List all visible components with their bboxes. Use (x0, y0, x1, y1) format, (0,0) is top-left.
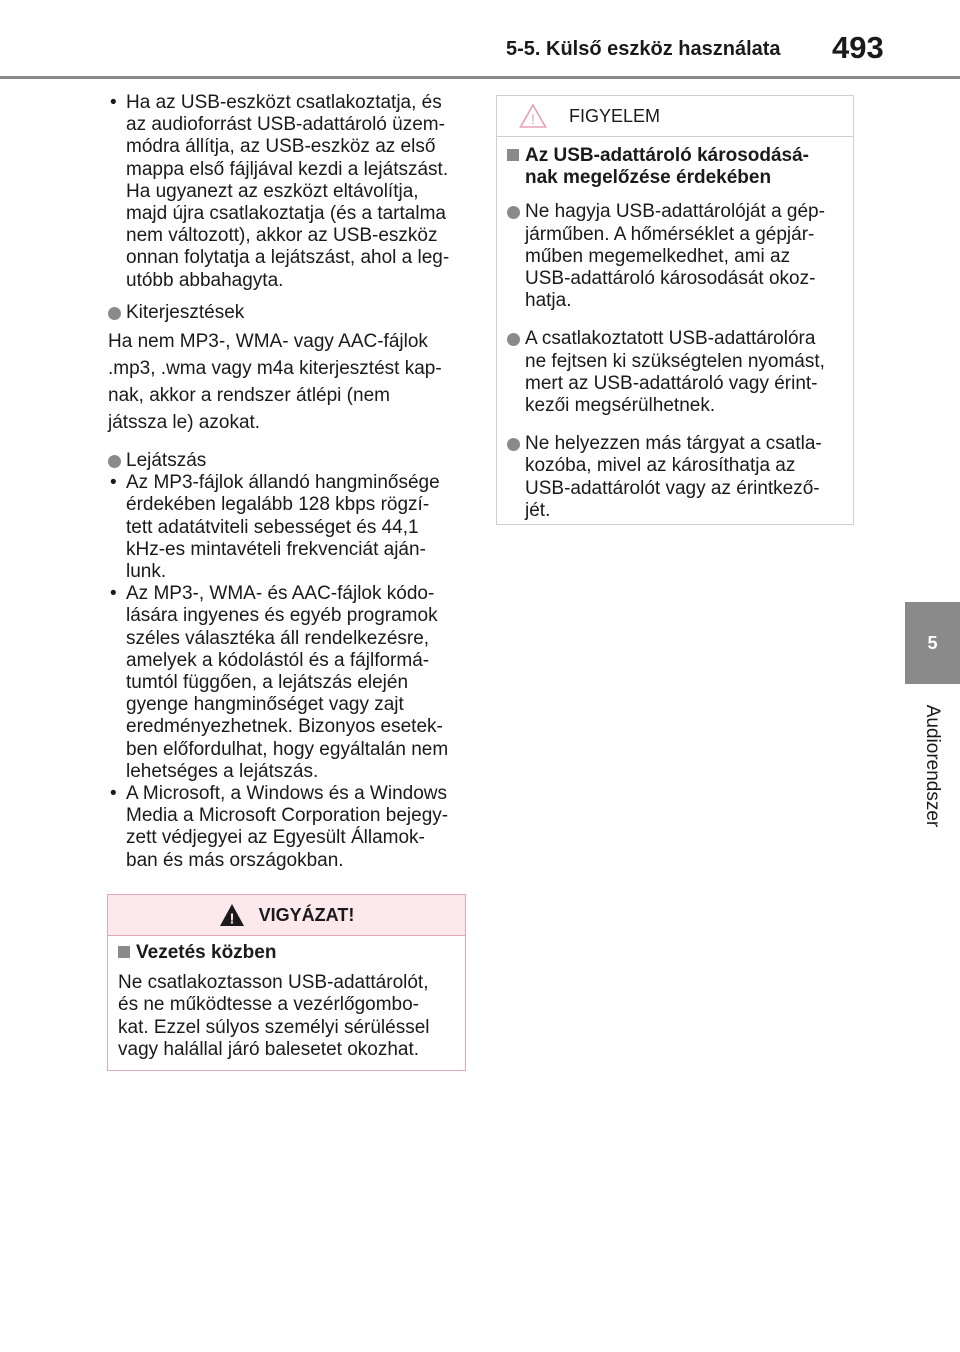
text-line: az audioforrást USB-adattároló üzem- (126, 114, 445, 136)
intro-bullet (108, 92, 466, 292)
page-number: 493 (832, 30, 884, 65)
text-line: kat. Ezzel súlyos személyi sérüléssel (118, 1016, 430, 1038)
text-line: amelyek a kódolástól és a fájlformá- (126, 649, 430, 671)
text-line: ne fejtsen ki szükségtelen nyomást, (525, 350, 825, 372)
bullet-dot: • (110, 583, 117, 605)
circle-bullet-icon (507, 206, 520, 219)
notice-title: FIGYELEM (569, 105, 661, 126)
section-title: 5-5. Külső eszköz használata (506, 38, 781, 60)
text-line: USB-adattárolót vagy az érintkező- (525, 477, 820, 499)
text-line: mert az USB-adattároló vagy érint- (525, 372, 818, 394)
playback-bullet (108, 583, 466, 783)
text-line: mappa első fájljával kezdi a lejátszást. (126, 158, 449, 180)
bullet-dot: • (110, 783, 117, 805)
text-line: ban és más országokban. (126, 849, 344, 871)
text-line: Ha az USB-eszközt csatlakoztatja, és (126, 92, 442, 113)
circle-bullet-icon (108, 307, 121, 320)
chapter-number: 5 (927, 632, 938, 653)
caution-subheading: Vezetés közben (118, 942, 455, 964)
text-line: Ne hagyja USB-adattárolóját a gép- (525, 201, 825, 223)
playback-heading: Lejátszás (108, 450, 466, 472)
text-line: Ne csatlakoztasson USB-adattárolót, (118, 972, 429, 994)
caution-body (108, 936, 465, 1061)
caution-title: VIGYÁZAT! (258, 904, 355, 925)
caution-box (107, 894, 466, 1071)
extensions-heading: Kiterjesztések (108, 302, 466, 324)
text-line: játssza le) azokat. (108, 412, 261, 434)
text-line: ben előfordulhat, hogy egyáltalán nem (126, 738, 449, 760)
text-line: lehetséges a lejátszás. (126, 760, 319, 782)
square-bullet-icon (507, 149, 519, 161)
text-line: jét. (525, 499, 551, 521)
text-line: kezői megsérülhetnek. (525, 395, 716, 417)
header-rule (0, 76, 960, 79)
text-line: gyenge hangminőséget vagy zajt (126, 694, 404, 716)
notice-box (496, 95, 854, 525)
chapter-tab (905, 602, 960, 684)
chapter-label: Audiorendszer (922, 704, 943, 828)
text-line: Ha ugyanezt az eszközt eltávolítja, (126, 180, 419, 202)
circle-bullet-icon (108, 455, 121, 468)
text-line: és ne működtesse a vezérlőgombo- (118, 994, 419, 1016)
text-line: érdekében legalább 128 kbps rögzí- (126, 494, 430, 516)
notice-item (507, 433, 843, 522)
circle-bullet-icon (507, 438, 520, 451)
text-line: Ha nem MP3-, WMA- vagy AAC-fájlok (108, 331, 428, 353)
text-line: nem változott), akkor az USB-eszköz (126, 225, 438, 247)
svg-text:!: ! (531, 111, 535, 127)
text-line: lására ingyenes és egyéb programok (126, 605, 438, 627)
extensions-paragraph (108, 328, 466, 436)
warning-outline-icon (519, 103, 547, 129)
text-line: zett védjegyei az Egyesült Államok- (126, 827, 425, 849)
caution-header (108, 895, 465, 936)
text-line: járműben. A hőmérséklet a gépjár- (525, 223, 815, 245)
text-line: onnan folytatja a lejátszást, ahol a leg- (126, 247, 450, 269)
text-line: majd újra csatlakoztatja (és a tartalma (126, 203, 446, 225)
notice-header (497, 96, 853, 137)
notice-body (497, 137, 853, 522)
text-line: Media a Microsoft Corporation bejegy- (126, 805, 449, 827)
text-line: lunk. (126, 561, 167, 583)
circle-bullet-icon (507, 333, 520, 346)
text-line: vagy halállal járó balesetet okozhat. (118, 1038, 420, 1060)
svg-text:!: ! (229, 910, 235, 927)
square-bullet-icon (118, 946, 130, 958)
playback-bullet (108, 783, 466, 872)
text-line: széles választéka áll rendelkezésre, (126, 627, 430, 649)
warning-triangle-icon (219, 903, 245, 927)
caution-paragraph (118, 972, 455, 1061)
text-line: USB-adattároló károsodását okoz- (525, 268, 816, 290)
playback-bullet (108, 472, 466, 583)
bullet-dot: • (110, 92, 117, 113)
text-line: eredményezhetnek. Bizonyos esetek- (126, 716, 443, 738)
text-line: műben megemelkedhet, ami az (525, 245, 791, 267)
text-line: Az MP3-fájlok állandó hangminősége (126, 472, 440, 494)
text-line: Ne helyezzen más tárgyat a csatla- (525, 433, 822, 455)
left-column (108, 92, 466, 872)
text-line: kozóba, mivel az károsíthatja az (525, 455, 796, 477)
text-line: utóbb abbahagyta. (126, 269, 284, 291)
bullet-dot: • (110, 472, 117, 494)
text-line: hatja. (525, 290, 572, 312)
text-line: tumtól függően, a lejátszás elején (126, 672, 409, 694)
notice-item (507, 328, 843, 417)
text-line: módra állítja, az USB-eszköz az első (126, 136, 436, 158)
notice-item (507, 201, 843, 312)
text-line: Az MP3-, WMA- és AAC-fájlok kódo- (126, 583, 435, 605)
text-line: kHz-es mintavételi frekvenciát aján- (126, 538, 426, 560)
notice-subheading: Az USB-adattároló károsodásá- nak megelőzése érdekében (507, 145, 843, 189)
text-line: tett adatátviteli sebességet és 44,1 (126, 516, 419, 538)
text-line: A csatlakoztatott USB-adattárolóra (525, 328, 816, 350)
text-line: A Microsoft, a Windows és a Windows (126, 783, 447, 805)
text-line: nak, akkor a rendszer átlépi (nem (108, 385, 390, 407)
text-line: .mp3, .wma vagy m4a kiterjesztést kap- (108, 358, 442, 380)
